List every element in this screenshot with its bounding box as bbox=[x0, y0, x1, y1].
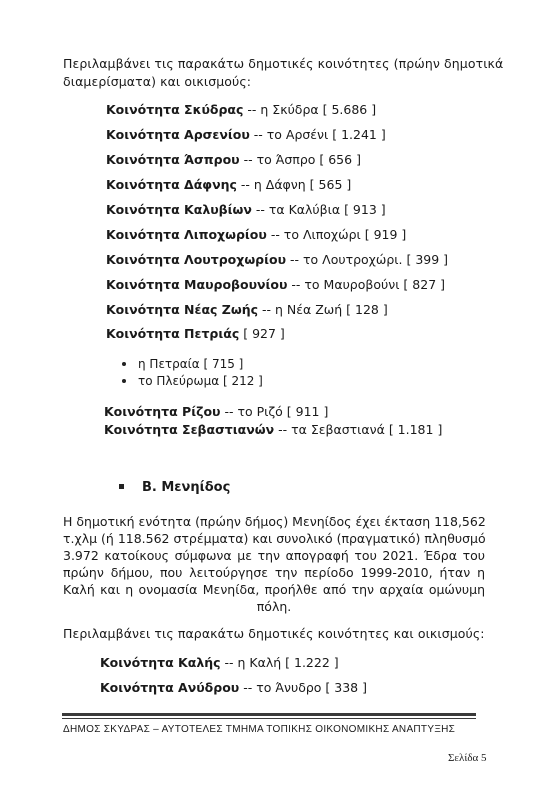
community-settlement: -- η Νέα Ζωή [ 128 ] bbox=[258, 302, 388, 317]
community-item bbox=[106, 302, 388, 317]
community-settlement: -- το Μαυροβούνι [ 827 ] bbox=[287, 277, 445, 292]
description-line: Καλή και η ονομασία Μενηίδα, προήλθε από την αρχαία ομώνυμη bbox=[63, 582, 485, 597]
section-title: Β. Μενηίδος bbox=[142, 480, 231, 495]
bullet-icon bbox=[122, 379, 126, 383]
footer-text: ΔΗΜΟΣ ΣΚΥΔΡΑΣ – ΑΥΤΟΤΕΛΕΣ ΤΜΗΜΑ ΤΟΠΙΚΗΣ ΟΙΚΟΝΟΜΙΚΗΣ ΑΝΑΠΤΥΞΗΣ bbox=[63, 724, 456, 735]
bullet-icon bbox=[122, 362, 126, 366]
community-settlement: -- το Άσπρο [ 656 ] bbox=[239, 152, 361, 167]
community-item bbox=[106, 326, 285, 341]
community-item bbox=[100, 680, 367, 695]
settlement-bullet-item bbox=[122, 374, 263, 388]
community-settlement: -- τα Σεβαστιανά [ 1.181 ] bbox=[274, 422, 443, 437]
community-name: Κοινότητα Άσπρου bbox=[106, 152, 240, 167]
community-name: Κοινότητα Δάφνης bbox=[106, 177, 237, 192]
community-item bbox=[106, 102, 376, 117]
community-name: Κοινότητα Ρίζου bbox=[104, 404, 221, 419]
community-item bbox=[106, 252, 448, 267]
community-item bbox=[106, 202, 386, 217]
description-line: τ.χλμ (ή 118.562 στρέμματα) και συνολικό (πραγματικό) πληθυσμό bbox=[63, 531, 486, 546]
community-item bbox=[106, 177, 351, 192]
community-name: Κοινότητα Σκύδρας bbox=[106, 102, 244, 117]
description-line: Η δημοτική ενότητα (πρώην δήμος) Μενηίδος έχει έκταση 118,562 bbox=[63, 514, 486, 529]
intro-line-2: διαμερίσματα) και οικισμούς: bbox=[63, 74, 252, 89]
community-item bbox=[106, 227, 406, 242]
community-name: Κοινότητα Καλυβίων bbox=[106, 202, 252, 217]
page-number: Σελίδα 5 bbox=[448, 752, 487, 764]
community-settlement: [ 927 ] bbox=[239, 326, 285, 341]
community-settlement: -- το Λουτροχώρι. [ 399 ] bbox=[286, 252, 449, 267]
community-settlement: -- η Δάφνη [ 565 ] bbox=[236, 177, 352, 192]
community-settlement: -- η Σκύδρα [ 5.686 ] bbox=[243, 102, 377, 117]
community-settlement: -- το Άνυδρο [ 338 ] bbox=[239, 680, 367, 695]
community-name: Κοινότητα Πετριάς bbox=[106, 326, 240, 341]
community-name: Κοινότητα Καλής bbox=[100, 655, 221, 670]
community-name: Κοινότητα Λουτροχωρίου bbox=[106, 252, 287, 267]
intro2-text: Περιλαμβάνει τις παρακάτω δημοτικές κοινότητες και οικισμούς: bbox=[63, 626, 485, 641]
community-item bbox=[104, 422, 442, 437]
community-name: Κοινότητα Μαυροβουνίου bbox=[106, 277, 288, 292]
community-settlement: -- το Αρσένι [ 1.241 ] bbox=[249, 127, 386, 142]
community-item bbox=[106, 152, 361, 167]
community-name: Κοινότητα Νέας Ζωής bbox=[106, 302, 259, 317]
square-bullet-icon bbox=[119, 484, 124, 489]
community-name: Κοινότητα Ανύδρου bbox=[100, 680, 240, 695]
community-item bbox=[106, 127, 386, 142]
community-settlement: -- τα Καλύβια [ 913 ] bbox=[251, 202, 386, 217]
settlement-label: το Πλεύρωμα [ 212 ] bbox=[138, 374, 263, 388]
community-settlement: -- το Λιποχώρι [ 919 ] bbox=[266, 227, 407, 242]
community-item bbox=[104, 404, 328, 419]
settlement-bullet-item bbox=[122, 357, 243, 371]
community-item bbox=[106, 277, 445, 292]
description-last-line: πόλη. bbox=[256, 599, 292, 614]
community-name: Κοινότητα Λιποχωρίου bbox=[106, 227, 267, 242]
settlement-label: η Πετραία [ 715 ] bbox=[138, 357, 244, 371]
community-name: Κοινότητα Σεβαστιανών bbox=[104, 422, 275, 437]
community-name: Κοινότητα Αρσενίου bbox=[106, 127, 250, 142]
description-line: πρώην δήμου, που λειτούργησε την περίοδο 1999-2010, ήταν η bbox=[63, 565, 485, 580]
community-settlement: -- η Καλή [ 1.222 ] bbox=[220, 655, 339, 670]
description-line: 3.972 κατοίκους σύμφωνα με την απογραφή του 2021. Έδρα του bbox=[63, 548, 485, 563]
community-item bbox=[100, 655, 339, 670]
section-heading bbox=[119, 480, 230, 495]
intro-line-1: Περιλαμβάνει τις παρακάτω δημοτικές κοινότητες (πρώην δημοτικά bbox=[63, 56, 504, 71]
footer-rule-thick bbox=[62, 713, 476, 716]
footer-rule-thin bbox=[62, 718, 476, 719]
community-settlement: -- το Ριζό [ 911 ] bbox=[220, 404, 329, 419]
